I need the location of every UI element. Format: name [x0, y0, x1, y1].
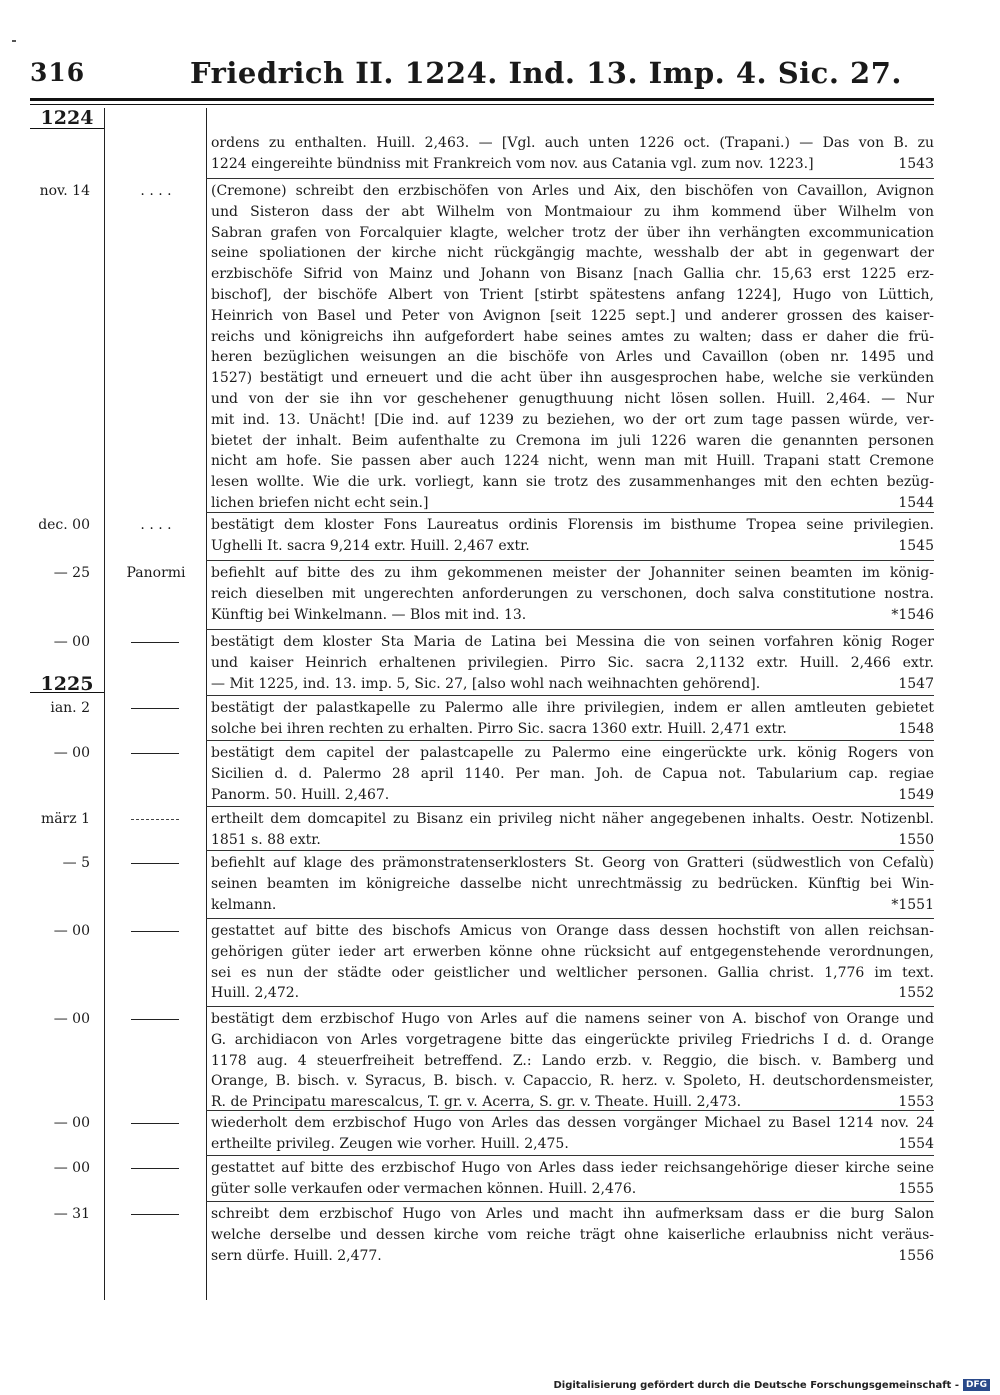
entry-line-text: R. de Principatu marescalcus, T. gr. v. Acerra, S. gr. v. Theate. Huill. 2,473. — [211, 1094, 742, 1111]
entry-separator — [206, 740, 934, 741]
entry-date: — 00 — [53, 1115, 90, 1131]
entry-number: 1552 — [898, 985, 934, 1002]
entry-separator — [206, 560, 934, 561]
entry-line — [211, 719, 934, 740]
page-title: Friedrich II. 1224. Ind. 13. Imp. 4. Sic. 27. — [190, 56, 902, 90]
entry-line — [211, 1246, 934, 1267]
entry-line-text: solche bei ihren rechten zu erhalten. Pirro Sic. sacra 1360 extr. Huill. 2,471 extr. — [211, 720, 787, 737]
entry-date: — 00 — [53, 634, 90, 650]
entry-line: erzbischöfe Sifrid von Mainz und Johann von Bisanz [nach Gallia chr. 15,63 erst 1225 erz- — [211, 266, 934, 283]
ditto-mark — [131, 819, 179, 820]
entry-separator — [206, 1006, 934, 1007]
entry-line-text: 1851 s. 88 extr. — [211, 831, 321, 848]
entry-separator — [206, 178, 934, 179]
ditto-mark — [131, 708, 179, 709]
entry-number: *1546 — [891, 606, 934, 623]
entry-text — [211, 743, 934, 805]
entry-text — [211, 133, 934, 175]
entry-line: 1178 aug. 4 steuerfreiheit betreffend. Z.: Lando erzb. v. Reggio, die bisch. v. Bamberg und — [211, 1052, 934, 1069]
entry-line — [211, 605, 934, 626]
entry-line: Heinrich von Basel und Peter von Avignon [seit 1225 sept.] und anderer grossen des kaiser- — [211, 307, 934, 324]
entry-line-text: güter solle verkaufen oder vermachen können. Huill. 2,476. — [211, 1180, 637, 1197]
entry-line: bestätigt der palastkapelle zu Palermo alle ihre privilegien, indem er allen amtleuten gebietet — [211, 700, 934, 716]
entry-line — [211, 493, 934, 514]
entry-place: Panormi — [126, 565, 186, 581]
entry-line — [211, 154, 934, 175]
entry-line: ertheilt dem domcapitel zu Bisanz ein privileg nicht näher angegebenen inhalts. Oestr. Notizenbl. — [211, 811, 934, 827]
entry-line: Sicilien d. d. Palermo 28 april 1140. Per man. Joh. de Capua not. Tabularium cap. regiae — [211, 765, 934, 782]
entry-line — [211, 674, 934, 695]
entry-separator — [206, 850, 934, 851]
entry-place: . . . . — [140, 517, 172, 533]
entry-line: heren bezüglichen weisungen an die bischöfe von Arles und Cavaillon (oben nr. 1495 und — [211, 349, 934, 366]
entry-line-text: ertheilte privileg. Zeugen wie vorher. Huill. 2,475. — [211, 1135, 569, 1152]
ditto-mark — [131, 753, 179, 754]
entry-line-text: Künftig bei Winkelmann. — Blos mit ind. 13. — [211, 606, 527, 623]
entry-number: 1543 — [898, 155, 934, 172]
entry-date: — 00 — [53, 1160, 90, 1176]
entry-line: und Sisteron dass der abt Wilhelm von Montmaiour zu ihm kommend über Wilhelm von — [211, 203, 934, 220]
entry-line-text: Ughelli It. sacra 9,214 extr. Huill. 2,467 extr. — [211, 537, 530, 554]
entry-line: sei es nun der städte oder geistlicher und weltlicher personen. Gallia christ. 1,776 im text. — [211, 964, 934, 981]
entry-line: 1527) bestätigt und erneuert und die acht über ihn ausgesprochen habe, welche sie verkünden — [211, 370, 934, 387]
entry-number: 1555 — [898, 1180, 934, 1197]
entry-text — [211, 181, 934, 514]
entry-separator — [206, 695, 934, 696]
entry-line: gehörigen güter ieder art erwerben könne ohne rücksicht auf entgegenstehende verordnungen, — [211, 943, 934, 960]
year-label-1225: 1225 — [40, 673, 94, 695]
entry-line: ordens zu enthalten. Huill. 2,463. — [Vgl. auch unten 1226 oct. (Trapani.) — Das von B. zu — [211, 135, 934, 151]
entry-line: Sabran grafen von Forcalquier klagte, welcher trotz der über ihn verhängten excommunication — [211, 224, 934, 241]
dfg-logo: DFG — [963, 1379, 990, 1391]
entry-text — [211, 563, 934, 625]
entry-date: — 00 — [53, 1011, 90, 1027]
entry-line: (Cremone) schreibt den erzbischöfen von Arles und Aix, den bischöfen von Cavaillon, Avignon — [211, 183, 934, 199]
footer-text: Digitalisierung gefördert durch die Deutsche Forschungsgemeinschaft - — [553, 1379, 959, 1391]
entry-line: schreibt dem erzbischof Hugo von Arles und macht ihn aufmerksam dass er die burg Salon — [211, 1206, 934, 1222]
entry-line-text: 1224 eingereihte bündniss mit Frankreich vom nov. aus Catania vgl. zum nov. 1223.] — [211, 155, 814, 172]
entry-separator — [206, 806, 934, 807]
scan-mark — [12, 40, 16, 42]
entry-separator — [206, 1110, 934, 1111]
entry-number: *1551 — [891, 896, 934, 913]
entry-number: 1547 — [898, 675, 934, 692]
column-divider-place — [206, 108, 207, 1300]
ditto-mark — [131, 1019, 179, 1020]
entry-number: 1545 — [898, 537, 934, 554]
entry-text — [211, 921, 934, 1004]
ditto-mark — [131, 1123, 179, 1124]
year-rule — [30, 128, 104, 129]
entry-line-text: lichen briefen nicht echt sein.] — [211, 494, 429, 511]
entry-date: — 31 — [53, 1206, 90, 1222]
entry-text — [211, 632, 934, 694]
ditto-mark — [131, 1168, 179, 1169]
entry-line: reich dieselben mit ungerechten anforderungen zu verschonen, doch salva constitutione nostra. — [211, 585, 934, 602]
entry-line: Orange, B. bisch. v. Syracus, B. bisch. v. Capaccio, R. herz. v. Spoleto, H. deutschordensmeister, — [211, 1073, 934, 1090]
entry-line — [211, 1179, 934, 1200]
entry-date: dec. 00 — [38, 517, 90, 533]
entry-line: bestätigt dem kloster Fons Laureatus ordinis Florensis im bisthume Tropea seine privilegien. — [211, 517, 934, 533]
entry-line — [211, 830, 934, 851]
entry-text — [211, 698, 934, 740]
entry-line-text: — Mit 1225, ind. 13. imp. 5, Sic. 27, [also wohl nach weihnachten gehörend]. — [211, 675, 761, 692]
entry-line: seinen beamten im königreiche dasselbe nicht unrechtmässig zu bedrücken. Künftig bei Win- — [211, 875, 934, 892]
entry-line: wiederholt dem erzbischof Hugo von Arles das dessen vorgänger Michael zu Basel 1214 nov. 24 — [211, 1115, 934, 1131]
entry-line: gestattet auf bitte des bischofs Amicus von Orange dass dessen hochstift von allen reichsan- — [211, 923, 934, 939]
header-rule-thick — [30, 98, 934, 101]
entry-line: lesen wollte. Wie die urk. vorliegt, kann sie trotz des zusammenhanges mit den echten bezüg- — [211, 474, 934, 491]
entry-text — [211, 853, 934, 915]
entry-line: befiehlt auf klage des prämonstratenserklosters St. Georg von Gratteri (südwestlich von Cefalù) — [211, 855, 934, 871]
entry-date: — 25 — [53, 565, 90, 581]
ditto-mark — [131, 1214, 179, 1215]
entry-date: — 00 — [53, 745, 90, 761]
entry-date: — 00 — [53, 923, 90, 939]
entry-line: G. archidiacon von Arles vorgetragene bitte das eingerückte privileg Friedrichs I d. d. Orange — [211, 1031, 934, 1048]
ditto-mark — [131, 863, 179, 864]
entry-line: mit ind. 13. Unächt! [Die ind. auf 1239 zu beziehen, wo der ort zum tage passen würde, ver- — [211, 411, 934, 428]
entry-text — [211, 515, 934, 557]
entry-line: und kaiser Heinrich erhaltenen privilegien. Pirro Sic. sacra 2,1132 extr. Huill. 2,466 extr. — [211, 654, 934, 671]
entry-text — [211, 1009, 934, 1113]
entry-separator — [206, 629, 934, 630]
entry-text — [211, 1204, 934, 1266]
entry-number: 1556 — [898, 1247, 934, 1264]
entry-line — [211, 785, 934, 806]
entry-line-text: kelmann. — [211, 896, 277, 913]
entry-line-text: sern dürfe. Huill. 2,477. — [211, 1247, 382, 1264]
entry-line — [211, 1134, 934, 1155]
ditto-mark — [131, 931, 179, 932]
page-number: 316 — [30, 58, 86, 87]
entry-line: bestätigt dem capitel der palastcapelle zu Palermo eine eingerückte urk. könig Rogers von — [211, 745, 934, 761]
entry-line: und von der sie ihn vor geschehener genugthuung nicht lösen sollen. Huill. 2,464. — Nur — [211, 390, 934, 407]
entry-line: reichs und königreichs ihn aufgefordert habe seines amtes zu walten; dass er daher die frü- — [211, 328, 934, 345]
entry-number: 1554 — [898, 1135, 934, 1152]
year-label-1224: 1224 — [40, 107, 94, 129]
entry-separator — [206, 1201, 934, 1202]
entry-date: — 5 — [62, 855, 90, 871]
entry-line: seine spoliationen der kirche nicht rückgängig machte, wesshalb der abt in gegenwart der — [211, 245, 934, 262]
entry-text — [211, 1158, 934, 1200]
entry-separator — [206, 512, 934, 513]
ditto-mark — [131, 642, 179, 643]
entry-line: nicht am hofe. Sie passen aber auch 1224 nicht, wenn man mit Huill. Trapani statt Cremone — [211, 453, 934, 470]
entry-line — [211, 983, 934, 1004]
entry-date: märz 1 — [40, 811, 90, 827]
entry-text — [211, 1113, 934, 1155]
entry-line: welche derselbe und dessen kirche vom reiche trägt ohne kaiserliche erlaubniss nicht veräus- — [211, 1226, 934, 1243]
entry-text — [211, 809, 934, 851]
entry-number: 1548 — [898, 720, 934, 737]
entry-line — [211, 536, 934, 557]
footer-credit — [553, 1379, 990, 1391]
entry-number: 1553 — [898, 1094, 934, 1111]
entry-number: 1544 — [898, 494, 934, 511]
entry-line: befiehlt auf bitte des zu ihm gekommenen meister der Johanniter seinen beamten im könig- — [211, 565, 934, 581]
entry-line: bietet der inhalt. Beim aufenthalte zu Cremona im juli 1226 waren die genannten personen — [211, 432, 934, 449]
entry-line-text: Huill. 2,472. — [211, 985, 300, 1002]
entry-line-text: Panorm. 50. Huill. 2,467. — [211, 786, 390, 803]
entry-separator — [206, 918, 934, 919]
entry-line: bischof], der bischöfe Albert von Trient [stirbt spätestens anfang 1224], Hugo von Lüttich, — [211, 286, 934, 303]
header-rule-thin — [30, 104, 934, 105]
entry-line: gestattet auf bitte des erzbischof Hugo von Arles dass ieder reichsangehörige dieser kirche seine — [211, 1160, 934, 1176]
entry-date: ian. 2 — [50, 700, 90, 716]
entry-place: . . . . — [140, 183, 172, 199]
entry-date: nov. 14 — [39, 183, 90, 199]
entry-number: 1549 — [898, 786, 934, 803]
entry-line — [211, 895, 934, 916]
column-divider-date — [104, 108, 105, 1300]
entry-line: bestätigt dem kloster Sta Maria de Latina bei Messina die von seinen vorfahren könig Roger — [211, 634, 934, 650]
entry-separator — [206, 1155, 934, 1156]
entry-line: bestätigt dem erzbischof Hugo von Arles auf die namens seiner von A. bischof von Orange und — [211, 1011, 934, 1027]
entry-number: 1550 — [898, 831, 934, 848]
